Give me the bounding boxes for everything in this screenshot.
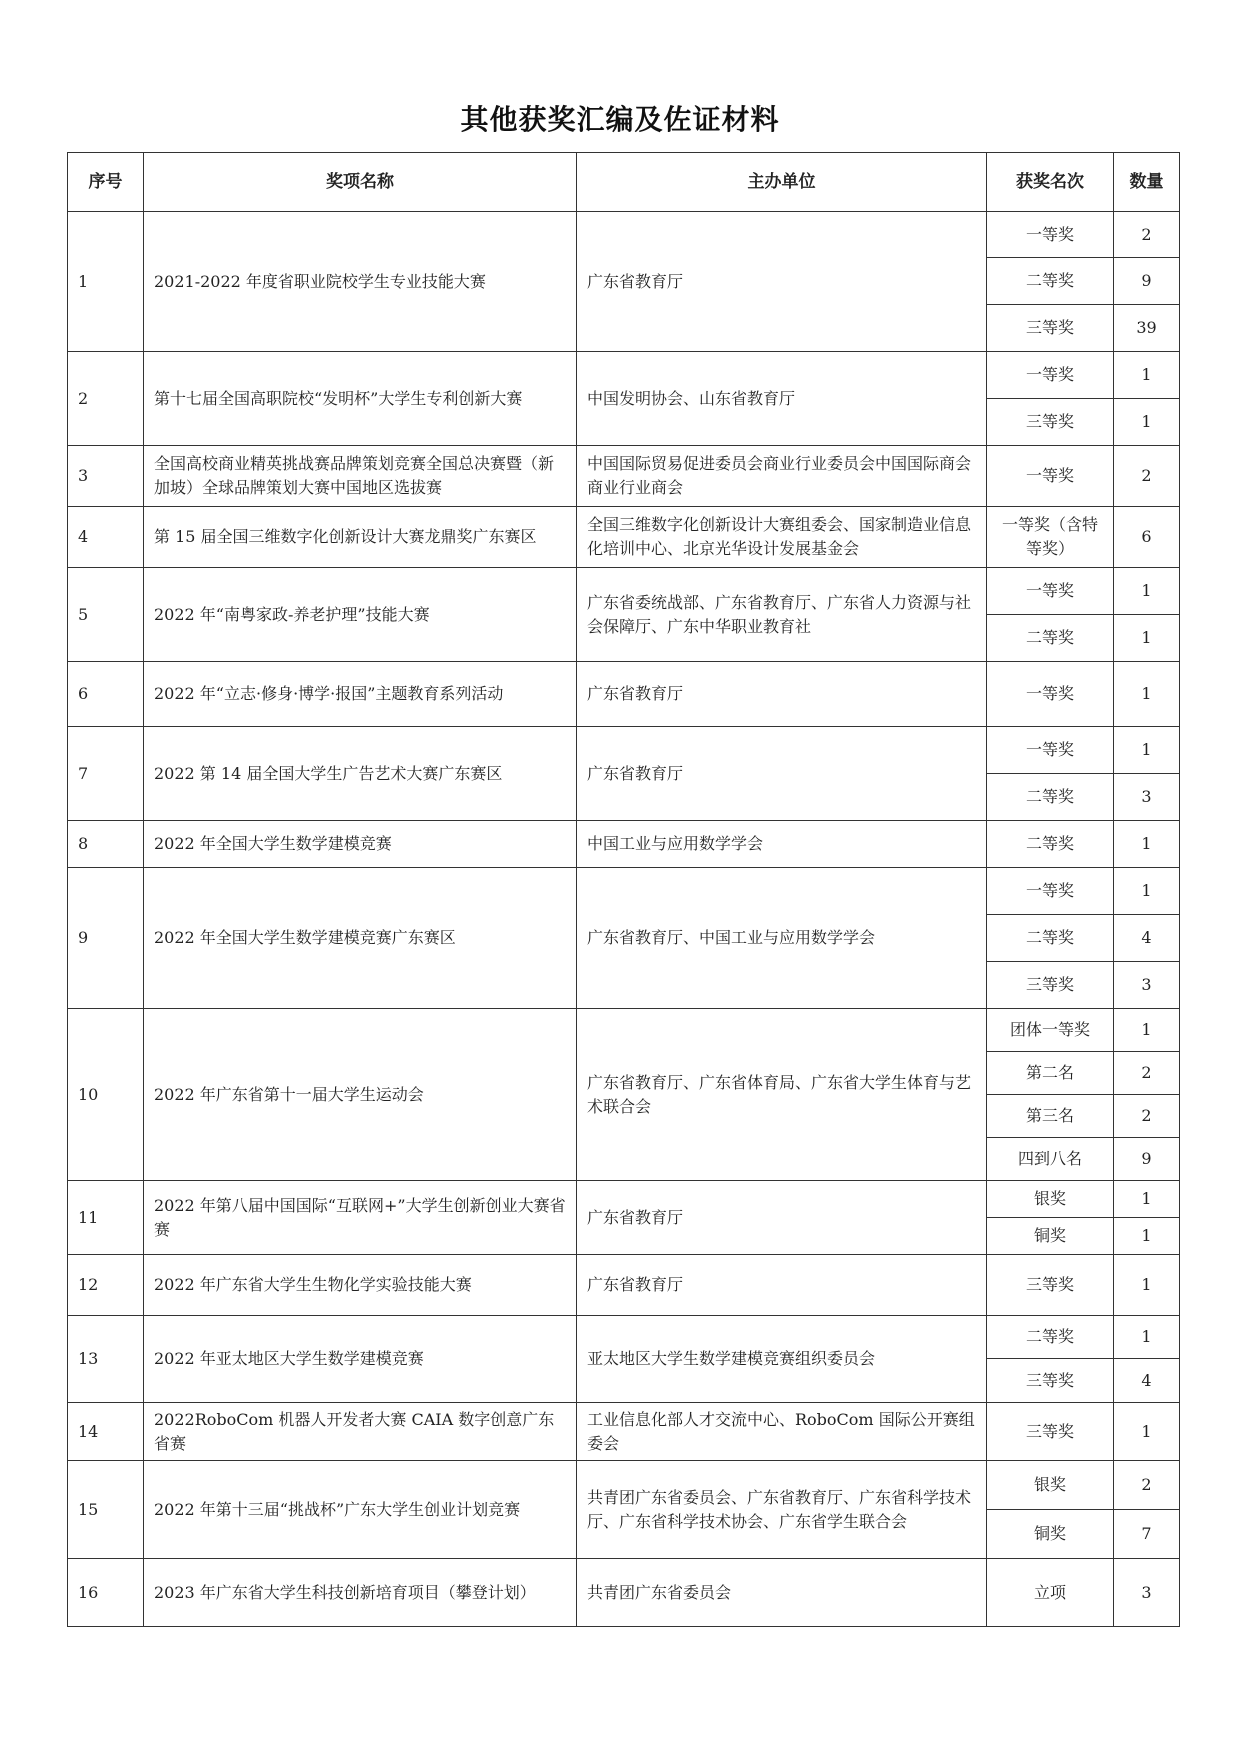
cell-place: 三等奖 (987, 399, 1114, 446)
cell-count: 4 (1114, 915, 1180, 962)
cell-count: 1 (1114, 662, 1180, 727)
table-row (68, 568, 1180, 615)
cell-seq: 1 (68, 212, 144, 352)
cell-organizer: 广东省委统战部、广东省教育厅、广东省人力资源与社会保障厅、广东中华职业教育社 (577, 568, 987, 662)
cell-place: 三等奖 (987, 1255, 1114, 1316)
cell-place: 第二名 (987, 1052, 1114, 1095)
cell-seq: 16 (68, 1559, 144, 1627)
cell-award-name: 第 15 届全国三维数字化创新设计大赛龙鼎奖广东赛区 (144, 507, 577, 568)
cell-place: 立项 (987, 1559, 1114, 1627)
cell-place: 二等奖 (987, 821, 1114, 868)
table-row (68, 1316, 1180, 1359)
cell-count: 1 (1114, 352, 1180, 399)
cell-place: 一等奖 (987, 662, 1114, 727)
cell-organizer: 广东省教育厅 (577, 1181, 987, 1255)
page-title: 其他获奖汇编及佐证材料 (460, 103, 780, 136)
table-row (68, 727, 1180, 774)
cell-organizer: 广东省教育厅 (577, 727, 987, 821)
table-row (68, 507, 1180, 568)
cell-award-name: 2022 年第八届中国国际“互联网+”大学生创新创业大赛省赛 (144, 1181, 577, 1255)
cell-seq: 9 (68, 868, 144, 1009)
cell-place: 二等奖 (987, 774, 1114, 821)
cell-count: 1 (1114, 1403, 1180, 1461)
cell-count: 7 (1114, 1510, 1180, 1559)
cell-count: 1 (1114, 1255, 1180, 1316)
cell-organizer: 共青团广东省委员会 (577, 1559, 987, 1627)
cell-seq: 5 (68, 568, 144, 662)
header-org: 主办单位 (577, 153, 987, 212)
table-row (68, 1403, 1180, 1461)
cell-count: 6 (1114, 507, 1180, 568)
cell-count: 2 (1114, 212, 1180, 258)
cell-count: 3 (1114, 774, 1180, 821)
cell-count: 2 (1114, 1461, 1180, 1510)
cell-place: 一等奖 (987, 568, 1114, 615)
cell-seq: 7 (68, 727, 144, 821)
cell-count: 2 (1114, 1052, 1180, 1095)
cell-seq: 12 (68, 1255, 144, 1316)
cell-place: 一等奖（含特等奖） (987, 507, 1114, 568)
cell-organizer: 中国国际贸易促进委员会商业行业委员会中国国际商会商业行业商会 (577, 446, 987, 507)
cell-seq: 6 (68, 662, 144, 727)
cell-count: 9 (1114, 258, 1180, 305)
cell-award-name: 2022 年全国大学生数学建模竞赛 (144, 821, 577, 868)
cell-seq: 10 (68, 1009, 144, 1181)
header-seq: 序号 (68, 153, 144, 212)
cell-organizer: 中国发明协会、山东省教育厅 (577, 352, 987, 446)
cell-seq: 4 (68, 507, 144, 568)
cell-award-name: 2022 年“立志·修身·博学·报国”主题教育系列活动 (144, 662, 577, 727)
cell-award-name: 2022 年“南粤家政-养老护理”技能大赛 (144, 568, 577, 662)
cell-count: 1 (1114, 1009, 1180, 1052)
header-place: 获奖名次 (987, 153, 1114, 212)
cell-count: 4 (1114, 1359, 1180, 1403)
cell-seq: 13 (68, 1316, 144, 1403)
cell-count: 1 (1114, 615, 1180, 662)
table-row (68, 212, 1180, 258)
cell-place: 第三名 (987, 1095, 1114, 1138)
cell-organizer: 广东省教育厅 (577, 212, 987, 352)
cell-place: 三等奖 (987, 305, 1114, 352)
cell-count: 39 (1114, 305, 1180, 352)
cell-award-name: 2022 年广东省第十一届大学生运动会 (144, 1009, 577, 1181)
cell-organizer: 广东省教育厅 (577, 1255, 987, 1316)
table-row (68, 1181, 1180, 1218)
cell-seq: 3 (68, 446, 144, 507)
awards-table (67, 152, 1180, 1627)
table-row (68, 662, 1180, 727)
cell-place: 一等奖 (987, 212, 1114, 258)
cell-count: 1 (1114, 868, 1180, 915)
cell-place: 一等奖 (987, 352, 1114, 399)
cell-award-name: 2022 年亚太地区大学生数学建模竞赛 (144, 1316, 577, 1403)
cell-place: 三等奖 (987, 1403, 1114, 1461)
cell-organizer: 广东省教育厅、中国工业与应用数学学会 (577, 868, 987, 1009)
cell-award-name: 2022 年广东省大学生生物化学实验技能大赛 (144, 1255, 577, 1316)
cell-seq: 2 (68, 352, 144, 446)
cell-count: 3 (1114, 1559, 1180, 1627)
cell-place: 一等奖 (987, 868, 1114, 915)
cell-place: 一等奖 (987, 727, 1114, 774)
cell-place: 四到八名 (987, 1138, 1114, 1181)
cell-seq: 14 (68, 1403, 144, 1461)
cell-count: 1 (1114, 1181, 1180, 1218)
table-body (68, 212, 1180, 1627)
header-count: 数量 (1114, 153, 1180, 212)
table-row (68, 446, 1180, 507)
cell-count: 1 (1114, 1218, 1180, 1255)
cell-place: 三等奖 (987, 1359, 1114, 1403)
cell-place: 二等奖 (987, 615, 1114, 662)
table-row (68, 1009, 1180, 1052)
table-row (68, 1461, 1180, 1510)
cell-place: 二等奖 (987, 1316, 1114, 1359)
cell-award-name: 2022 年全国大学生数学建模竞赛广东赛区 (144, 868, 577, 1009)
cell-place: 三等奖 (987, 962, 1114, 1009)
cell-seq: 11 (68, 1181, 144, 1255)
cell-award-name: 2022RoboCom 机器人开发者大赛 CAIA 数字创意广东省赛 (144, 1403, 577, 1461)
cell-seq: 15 (68, 1461, 144, 1559)
cell-count: 3 (1114, 962, 1180, 1009)
cell-place: 铜奖 (987, 1218, 1114, 1255)
header-name: 奖项名称 (144, 153, 577, 212)
cell-award-name: 2021-2022 年度省职业院校学生专业技能大赛 (144, 212, 577, 352)
cell-organizer: 广东省教育厅、广东省体育局、广东省大学生体育与艺术联合会 (577, 1009, 987, 1181)
table-row (68, 352, 1180, 399)
cell-organizer: 共青团广东省委员会、广东省教育厅、广东省科学技术厅、广东省科学技术协会、广东省学生联合会 (577, 1461, 987, 1559)
cell-award-name: 第十七届全国高职院校“发明杯”大学生专利创新大赛 (144, 352, 577, 446)
table-row (68, 1255, 1180, 1316)
cell-count: 1 (1114, 568, 1180, 615)
cell-organizer: 广东省教育厅 (577, 662, 987, 727)
cell-place: 铜奖 (987, 1510, 1114, 1559)
cell-organizer: 工业信息化部人才交流中心、RoboCom 国际公开赛组委会 (577, 1403, 987, 1461)
table-row (68, 868, 1180, 915)
cell-award-name: 2022 第 14 届全国大学生广告艺术大赛广东赛区 (144, 727, 577, 821)
header-row (68, 153, 1180, 212)
cell-count: 9 (1114, 1138, 1180, 1181)
cell-organizer: 中国工业与应用数学学会 (577, 821, 987, 868)
cell-award-name: 2022 年第十三届“挑战杯”广东大学生创业计划竞赛 (144, 1461, 577, 1559)
cell-organizer: 全国三维数字化创新设计大赛组委会、国家制造业信息化培训中心、北京光华设计发展基金会 (577, 507, 987, 568)
cell-place: 二等奖 (987, 915, 1114, 962)
cell-place: 一等奖 (987, 446, 1114, 507)
cell-place: 银奖 (987, 1461, 1114, 1510)
cell-count: 1 (1114, 727, 1180, 774)
cell-count: 2 (1114, 446, 1180, 507)
cell-count: 1 (1114, 1316, 1180, 1359)
cell-award-name: 全国高校商业精英挑战赛品牌策划竞赛全国总决赛暨（新加坡）全球品牌策划大赛中国地区选拔赛 (144, 446, 577, 507)
cell-count: 2 (1114, 1095, 1180, 1138)
cell-count: 1 (1114, 399, 1180, 446)
cell-place: 银奖 (987, 1181, 1114, 1218)
cell-seq: 8 (68, 821, 144, 868)
cell-place: 团体一等奖 (987, 1009, 1114, 1052)
cell-award-name: 2023 年广东省大学生科技创新培育项目（攀登计划） (144, 1559, 577, 1627)
table-row (68, 821, 1180, 868)
cell-count: 1 (1114, 821, 1180, 868)
table-row (68, 1559, 1180, 1627)
cell-organizer: 亚太地区大学生数学建模竞赛组织委员会 (577, 1316, 987, 1403)
cell-place: 二等奖 (987, 258, 1114, 305)
